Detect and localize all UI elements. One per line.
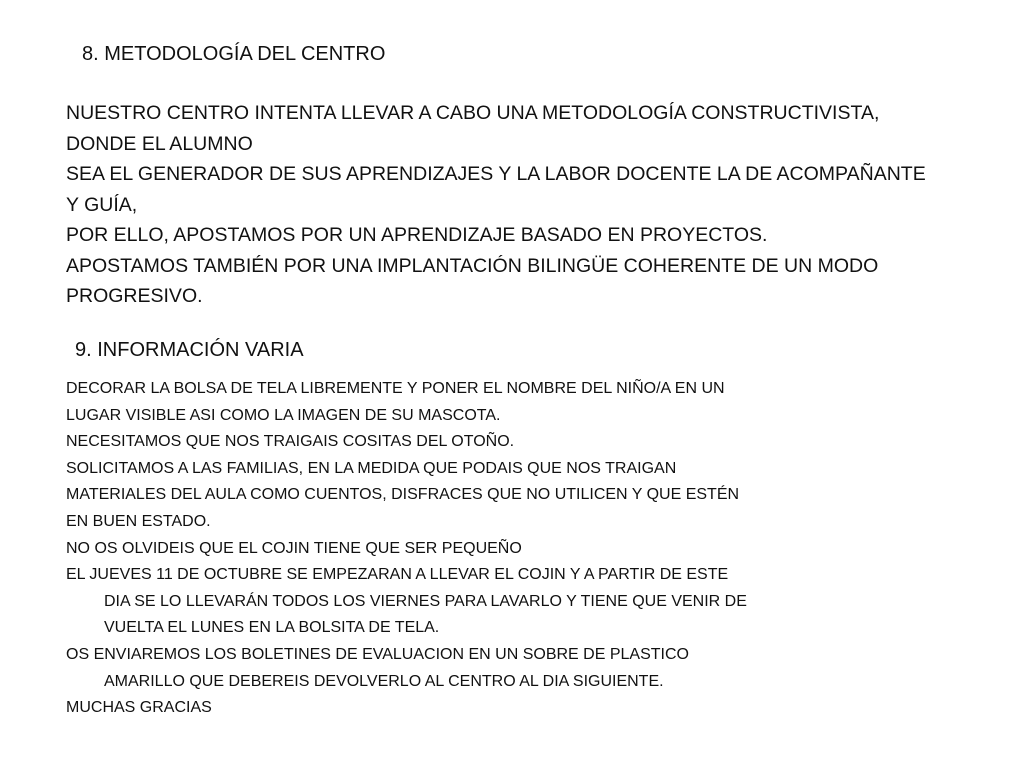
section-9-line: DECORAR LA BOLSA DE TELA LIBREMENTE Y PONER EL NOMBRE DEL NIÑO/A EN UN [66, 380, 725, 397]
section-8-body [66, 98, 996, 312]
section-8-title: 8. METODOLOGÍA DEL CENTRO [82, 43, 386, 65]
section-8-line: APOSTAMOS TAMBIÉN POR UNA IMPLANTACIÓN BILINGÜE COHERENTE DE UN MODO [66, 254, 879, 277]
section-9-line: AMARILLO QUE DEBEREIS DEVOLVERLO AL CENTRO AL DIA SIGUIENTE. [104, 672, 664, 690]
section-8-line: NUESTRO CENTRO INTENTA LLEVAR A CABO UNA METODOLOGÍA CONSTRUCTIVISTA, [66, 102, 880, 124]
section-9-line: NO OS OLVIDEIS QUE EL COJIN TIENE QUE SER PEQUEÑO [66, 539, 522, 557]
section-9-line: OS ENVIAREMOS LOS BOLETINES DE EVALUACION EN UN SOBRE DE PLASTICO [66, 645, 689, 663]
section-9-line: EN BUEN ESTADO. [66, 512, 211, 530]
section-9-body [66, 376, 966, 722]
section-9-line: MUCHAS GRACIAS [66, 699, 212, 717]
section-8-line: Y GUÍA, [66, 193, 138, 216]
section-9-line: EL JUEVES 11 DE OCTUBRE SE EMPEZARAN A LLEVAR EL COJIN Y A PARTIR DE ESTE [66, 566, 729, 584]
section-9-line: LUGAR VISIBLE ASI COMO LA IMAGEN DE SU MASCOTA. [66, 406, 501, 424]
section-8-line: SEA EL GENERADOR DE SUS APRENDIZAJES Y LA LABOR DOCENTE LA DE ACOMPAÑANTE [66, 163, 926, 185]
section-9-title: 9. INFORMACIÓN VARIA [75, 339, 304, 361]
section-8-line: DONDE EL ALUMNO [66, 132, 253, 155]
section-9-line: VUELTA EL LUNES EN LA BOLSITA DE TELA. [104, 619, 440, 637]
section-9-line: SOLICITAMOS A LAS FAMILIAS, EN LA MEDIDA QUE PODAIS QUE NOS TRAIGAN [66, 459, 677, 477]
section-9-line: NECESITAMOS QUE NOS TRAIGAIS COSITAS DEL OTOÑO. [66, 433, 515, 451]
section-9-line: MATERIALES DEL AULA COMO CUENTOS, DISFRACES QUE NO UTILICEN Y QUE ESTÉN [66, 486, 740, 504]
section-8-line: POR ELLO, APOSTAMOS POR UN APRENDIZAJE BASADO EN PROYECTOS. [66, 224, 768, 246]
section-9-line: DIA SE LO LLEVARÁN TODOS LOS VIERNES PARA LAVARLO Y TIENE QUE VENIR DE [104, 592, 747, 610]
section-8-line: PROGRESIVO. [66, 285, 203, 307]
